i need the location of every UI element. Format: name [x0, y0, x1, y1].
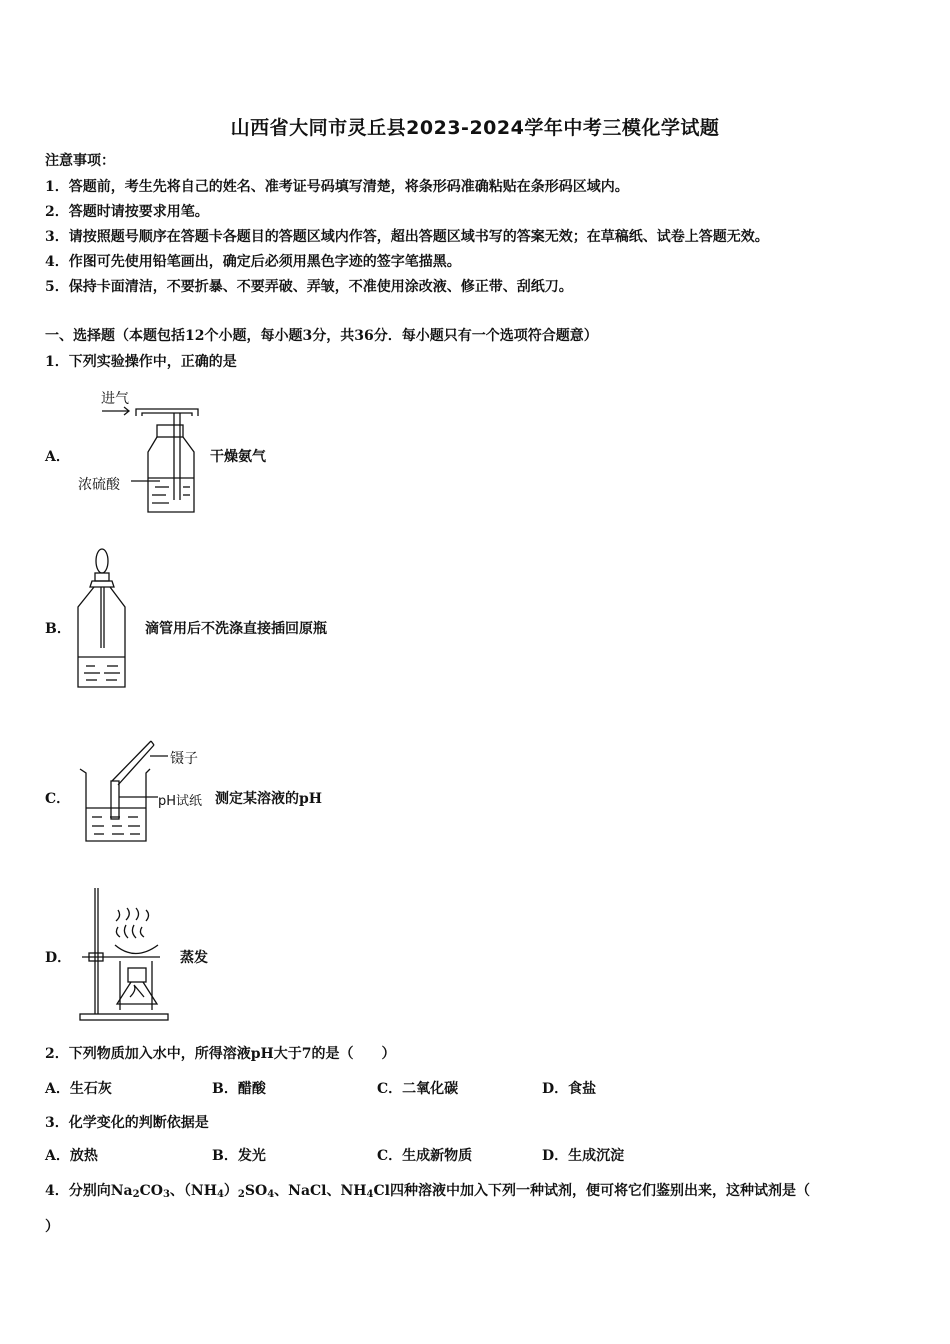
- q1-option-d-text: 蒸发: [180, 950, 208, 966]
- question-2-stem: 2．下列物质加入水中，所得溶液pH大于7的是（ ）: [45, 1046, 396, 1062]
- page-title: 山西省大同市灵丘县2023-2024学年中考三模化学试题: [230, 117, 720, 139]
- fig-a-label-inlet: 进气: [101, 391, 129, 407]
- q1-option-c-text: 测定某溶液的pH: [215, 791, 323, 807]
- q2-option-b: B．醋酸: [212, 1081, 266, 1097]
- notice-item-3: 3．请按照题号顺序在答题卡各题目的答题区域内作答，超出答题区域书写的答案无效；在草稿纸、试卷上答题无效。: [45, 229, 769, 245]
- q2-option-c: C．二氧化碳: [377, 1081, 459, 1097]
- notice-item-4: 4．作图可先使用铅笔画出，确定后必须用黑色字迹的签字笔描黑。: [45, 254, 461, 270]
- q1-option-c-letter: C．: [45, 791, 71, 807]
- question-4-stem-end: ）: [45, 1219, 59, 1235]
- question-4-stem: 4．分别向$Na_2CO_3$、$(NH_4)_2SO_4$、NaCl、$NH_4Cl$四种溶液中加入下列一种试剂，便可将它们鉴别出来，这种试剂是（: [45, 1183, 810, 1200]
- q1-option-d-letter: D．: [45, 950, 72, 966]
- section-heading: 一、选择题（本题包括12个小题，每小题3分，共36分．每小题只有一个选项符合题意）: [45, 328, 598, 344]
- q3-option-c: C．生成新物质: [377, 1148, 473, 1164]
- q1-option-b-letter: B．: [45, 621, 71, 637]
- notice-item-5: 5．保持卡面清洁，不要折暴、不要弄破、弄皱，不准使用涂改液、修正带、刮纸刀。: [45, 279, 573, 295]
- q2-option-d: D．食盐: [542, 1081, 597, 1097]
- question-3-stem: 3．化学变化的判断依据是: [45, 1115, 209, 1131]
- notice-item-2: 2．答题时请按要求用笔。: [45, 204, 209, 220]
- q1-option-a-text: 干燥氨气: [210, 449, 266, 465]
- q3-option-d: D．生成沉淀: [542, 1148, 625, 1164]
- fig-c-label-ph-paper: pH试纸: [158, 794, 203, 809]
- fig-c-label-tweezers: 镊子: [170, 751, 198, 767]
- q2-option-a: A．生石灰: [45, 1081, 112, 1097]
- q3-option-b: B．发光: [212, 1148, 266, 1164]
- fig-a-label-acid: 浓硫酸: [78, 477, 120, 493]
- q3-option-a: A．放热: [45, 1148, 98, 1164]
- q1-option-b-text: 滴管用后不洗涤直接插回原瓶: [145, 621, 327, 637]
- notice-heading: 注意事项：: [45, 153, 115, 169]
- q1-option-a-letter: A．: [45, 449, 70, 465]
- question-1-stem: 1．下列实验操作中，正确的是: [45, 354, 237, 370]
- notice-item-1: 1．答题前，考生先将自己的姓名、准考证号码填写清楚，将条形码准确粘贴在条形码区域内。: [45, 179, 629, 195]
